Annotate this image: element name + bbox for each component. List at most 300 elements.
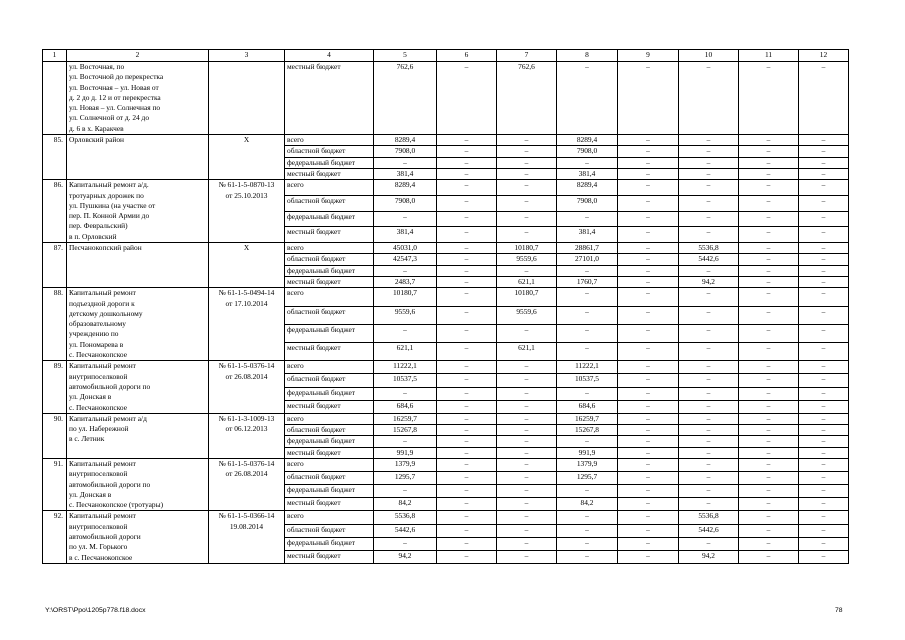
amount-cell: 381,4 <box>557 227 618 243</box>
amount-cell: 94,2 <box>679 276 739 287</box>
amount-cell: – <box>679 195 739 211</box>
amount-cell: – <box>557 524 618 537</box>
column-header: 1 <box>43 50 67 62</box>
amount-cell: 10537,5 <box>557 374 618 387</box>
amount-cell: – <box>739 498 799 511</box>
amount-cell: – <box>618 211 679 227</box>
table-row <box>43 288 849 306</box>
row-number: 92. <box>43 511 67 563</box>
funding-source: федеральный бюджет <box>285 211 374 227</box>
amount-cell: – <box>497 472 557 485</box>
amount-cell: – <box>497 227 557 243</box>
amount-cell: – <box>739 157 799 168</box>
amount-cell: – <box>799 458 849 471</box>
amount-cell: – <box>557 288 618 306</box>
column-header: 11 <box>739 50 799 62</box>
amount-cell: – <box>557 343 618 361</box>
amount-cell: 7908,0 <box>374 195 437 211</box>
amount-cell: – <box>679 135 739 146</box>
funding-source: областной бюджет <box>285 472 374 485</box>
funding-source: всего <box>285 243 374 254</box>
amount-cell: – <box>799 211 849 227</box>
amount-cell: 28861,7 <box>557 243 618 254</box>
document-number: № 61-1-5-0366-14 19.08.2014 <box>209 511 285 563</box>
funding-source: областной бюджет <box>285 254 374 265</box>
amount-cell: – <box>618 243 679 254</box>
amount-cell: 11222,1 <box>557 361 618 374</box>
funding-source: местный бюджет <box>285 227 374 243</box>
funding-source: областной бюджет <box>285 524 374 537</box>
amount-cell: – <box>799 413 849 424</box>
column-header: 9 <box>618 50 679 62</box>
object-name: Капитальный ремонт внутрипоселковой автомобильной дороги по ул. М. Горького в с. Песчанокопское <box>67 511 209 563</box>
amount-cell: – <box>618 168 679 179</box>
amount-cell: – <box>497 211 557 227</box>
amount-cell: – <box>437 425 497 436</box>
amount-cell: – <box>679 387 739 400</box>
amount-cell: 8289,4 <box>557 180 618 196</box>
table-body <box>43 62 849 564</box>
amount-cell: – <box>497 400 557 413</box>
amount-cell: 9559,6 <box>374 306 437 324</box>
amount-cell: – <box>557 387 618 400</box>
document-number <box>209 62 285 135</box>
amount-cell: – <box>497 498 557 511</box>
object-name: Капитальный ремонт внутрипоселковой автомобильной дороги по ул. Донская в с. Песчанокопское <box>67 361 209 413</box>
amount-cell: 10180,7 <box>374 288 437 306</box>
amount-cell: – <box>437 485 497 498</box>
amount-cell: – <box>679 400 739 413</box>
amount-cell: – <box>799 243 849 254</box>
amount-cell: – <box>739 288 799 306</box>
amount-cell: – <box>497 550 557 563</box>
amount-cell: – <box>618 288 679 306</box>
table-row <box>43 62 849 135</box>
amount-cell: – <box>679 458 739 471</box>
funding-source: федеральный бюджет <box>285 157 374 168</box>
amount-cell: – <box>679 265 739 276</box>
funding-source: федеральный бюджет <box>285 324 374 342</box>
amount-cell: – <box>799 62 849 135</box>
amount-cell: – <box>679 413 739 424</box>
amount-cell: – <box>679 436 739 447</box>
column-header: 3 <box>209 50 285 62</box>
amount-cell: 2483,7 <box>374 276 437 287</box>
amount-cell: – <box>374 485 437 498</box>
amount-cell: – <box>557 324 618 342</box>
amount-cell: – <box>799 436 849 447</box>
amount-cell: – <box>799 157 849 168</box>
amount-cell: – <box>557 306 618 324</box>
amount-cell: – <box>497 511 557 524</box>
amount-cell: – <box>497 361 557 374</box>
amount-cell: 8289,4 <box>374 180 437 196</box>
column-header: 4 <box>285 50 374 62</box>
amount-cell: – <box>497 537 557 550</box>
amount-cell: – <box>437 211 497 227</box>
amount-cell: – <box>679 211 739 227</box>
amount-cell: 381,4 <box>374 168 437 179</box>
column-header: 7 <box>497 50 557 62</box>
row-number <box>43 62 67 135</box>
document-number: Х <box>209 243 285 288</box>
amount-cell: – <box>739 485 799 498</box>
amount-cell: – <box>739 168 799 179</box>
funding-source: областной бюджет <box>285 306 374 324</box>
amount-cell: – <box>799 425 849 436</box>
amount-cell: – <box>497 387 557 400</box>
amount-cell: – <box>739 537 799 550</box>
amount-cell: – <box>679 537 739 550</box>
object-name: Капитальный ремонт а/д по ул. Набережной в с. Летник <box>67 413 209 458</box>
amount-cell: – <box>799 498 849 511</box>
amount-cell: – <box>799 306 849 324</box>
amount-cell: 5442,6 <box>679 524 739 537</box>
page-number: 78 <box>835 607 843 614</box>
amount-cell: 9559,6 <box>497 306 557 324</box>
amount-cell: – <box>557 550 618 563</box>
amount-cell: – <box>437 168 497 179</box>
table-row <box>43 180 849 196</box>
document-number: № 61-1-5-0376-14 от 26.08.2014 <box>209 361 285 413</box>
amount-cell: 10537,5 <box>374 374 437 387</box>
amount-cell: – <box>739 343 799 361</box>
amount-cell: – <box>437 243 497 254</box>
amount-cell: 10180,7 <box>497 243 557 254</box>
amount-cell: – <box>739 62 799 135</box>
amount-cell: – <box>799 361 849 374</box>
amount-cell: – <box>739 447 799 458</box>
amount-cell: – <box>618 254 679 265</box>
amount-cell: 5442,6 <box>374 524 437 537</box>
amount-cell: – <box>799 511 849 524</box>
amount-cell: 84,2 <box>557 498 618 511</box>
amount-cell: – <box>679 447 739 458</box>
amount-cell: – <box>618 447 679 458</box>
funding-source: всего <box>285 180 374 196</box>
table-row <box>43 511 849 524</box>
amount-cell: – <box>437 254 497 265</box>
amount-cell: – <box>679 227 739 243</box>
funding-source: федеральный бюджет <box>285 537 374 550</box>
amount-cell: – <box>437 180 497 196</box>
funding-source: федеральный бюджет <box>285 436 374 447</box>
amount-cell: – <box>437 537 497 550</box>
amount-cell: – <box>618 324 679 342</box>
funding-source: местный бюджет <box>285 168 374 179</box>
amount-cell: – <box>497 135 557 146</box>
amount-cell: – <box>437 265 497 276</box>
amount-cell: – <box>799 324 849 342</box>
amount-cell: – <box>618 458 679 471</box>
amount-cell: – <box>618 537 679 550</box>
amount-cell: – <box>739 400 799 413</box>
funding-source: областной бюджет <box>285 195 374 211</box>
amount-cell: – <box>437 324 497 342</box>
amount-cell: 1379,9 <box>557 458 618 471</box>
amount-cell: – <box>437 157 497 168</box>
amount-cell: – <box>557 436 618 447</box>
amount-cell: – <box>374 387 437 400</box>
amount-cell: – <box>618 227 679 243</box>
amount-cell: – <box>437 361 497 374</box>
amount-cell: – <box>437 550 497 563</box>
amount-cell: – <box>679 168 739 179</box>
amount-cell: – <box>497 458 557 471</box>
amount-cell: – <box>497 374 557 387</box>
amount-cell: – <box>437 447 497 458</box>
amount-cell: – <box>679 361 739 374</box>
amount-cell: 16259,7 <box>374 413 437 424</box>
object-name: Капитальный ремонт а/д. тротуарных дорожек по ул. Пушкина (на участке от пер. П. Конной Армии до пер. Февральский) в п. Орловский <box>67 180 209 243</box>
column-header: 5 <box>374 50 437 62</box>
amount-cell: – <box>679 157 739 168</box>
amount-cell: – <box>739 458 799 471</box>
amount-cell: – <box>618 276 679 287</box>
amount-cell: 9559,6 <box>497 254 557 265</box>
amount-cell: – <box>618 550 679 563</box>
funding-source: всего <box>285 413 374 424</box>
amount-cell: 381,4 <box>374 227 437 243</box>
amount-cell: 5536,8 <box>374 511 437 524</box>
amount-cell: – <box>557 265 618 276</box>
table-row <box>43 413 849 424</box>
object-name: Песчанокопский район <box>67 243 209 288</box>
amount-cell: – <box>497 447 557 458</box>
amount-cell: – <box>799 524 849 537</box>
row-number: 85. <box>43 135 67 180</box>
amount-cell: – <box>557 511 618 524</box>
amount-cell: – <box>437 400 497 413</box>
funding-source: областной бюджет <box>285 146 374 157</box>
amount-cell: – <box>618 374 679 387</box>
amount-cell: – <box>739 436 799 447</box>
amount-cell: – <box>739 243 799 254</box>
amount-cell: – <box>739 135 799 146</box>
funding-source: всего <box>285 458 374 471</box>
amount-cell: – <box>557 211 618 227</box>
amount-cell: – <box>618 436 679 447</box>
amount-cell: – <box>679 374 739 387</box>
amount-cell: 42547,3 <box>374 254 437 265</box>
amount-cell: – <box>679 425 739 436</box>
amount-cell: – <box>618 306 679 324</box>
amount-cell: – <box>618 472 679 485</box>
amount-cell: 1295,7 <box>374 472 437 485</box>
amount-cell: – <box>437 135 497 146</box>
column-header: 2 <box>67 50 209 62</box>
amount-cell: – <box>739 180 799 196</box>
column-header: 8 <box>557 50 618 62</box>
amount-cell: – <box>618 400 679 413</box>
funding-source: местный бюджет <box>285 447 374 458</box>
budget-table <box>42 49 849 564</box>
amount-cell: – <box>374 436 437 447</box>
amount-cell: – <box>799 168 849 179</box>
amount-cell: – <box>497 485 557 498</box>
amount-cell: – <box>799 472 849 485</box>
amount-cell: 991,9 <box>557 447 618 458</box>
row-number: 91. <box>43 458 67 510</box>
amount-cell: – <box>618 343 679 361</box>
amount-cell: – <box>374 324 437 342</box>
amount-cell: – <box>739 387 799 400</box>
amount-cell: – <box>618 387 679 400</box>
amount-cell: – <box>437 458 497 471</box>
amount-cell: – <box>799 374 849 387</box>
amount-cell: – <box>739 472 799 485</box>
amount-cell: 684,6 <box>557 400 618 413</box>
amount-cell: – <box>679 146 739 157</box>
row-number: 90. <box>43 413 67 458</box>
amount-cell: – <box>557 157 618 168</box>
funding-source: областной бюджет <box>285 374 374 387</box>
amount-cell: – <box>799 135 849 146</box>
amount-cell: – <box>799 537 849 550</box>
table-row <box>43 243 849 254</box>
amount-cell: – <box>679 306 739 324</box>
amount-cell: – <box>618 361 679 374</box>
amount-cell: 684,6 <box>374 400 437 413</box>
footer-file-path: Y:\ORST\Ppo\1205p778.f18.docx <box>45 607 146 614</box>
amount-cell: – <box>618 485 679 498</box>
document-number: № 61-1-5-0376-14 от 26.08.2014 <box>209 458 285 510</box>
amount-cell: – <box>557 537 618 550</box>
amount-cell: 1379,9 <box>374 458 437 471</box>
amount-cell: – <box>799 550 849 563</box>
amount-cell: – <box>799 400 849 413</box>
amount-cell: – <box>557 485 618 498</box>
table-row <box>43 458 849 471</box>
amount-cell: – <box>739 425 799 436</box>
amount-cell: – <box>679 472 739 485</box>
amount-cell: – <box>799 485 849 498</box>
amount-cell: – <box>618 498 679 511</box>
amount-cell: 16259,7 <box>557 413 618 424</box>
amount-cell: 7908,0 <box>557 146 618 157</box>
amount-cell: – <box>679 324 739 342</box>
amount-cell: – <box>437 62 497 135</box>
object-name: Орловский район <box>67 135 209 180</box>
amount-cell: – <box>799 288 849 306</box>
amount-cell: – <box>799 265 849 276</box>
amount-cell: – <box>618 413 679 424</box>
amount-cell: 1760,7 <box>557 276 618 287</box>
amount-cell: 5536,8 <box>679 243 739 254</box>
amount-cell: – <box>497 146 557 157</box>
amount-cell: – <box>497 425 557 436</box>
row-number: 86. <box>43 180 67 243</box>
row-number: 88. <box>43 288 67 361</box>
amount-cell: – <box>799 146 849 157</box>
table-row <box>43 361 849 374</box>
amount-cell: – <box>437 227 497 243</box>
funding-source: местный бюджет <box>285 276 374 287</box>
amount-cell: – <box>739 361 799 374</box>
amount-cell: 94,2 <box>679 550 739 563</box>
document-number: № 61-1-3-1009-13 от 06.12.2013 <box>209 413 285 458</box>
amount-cell: – <box>437 288 497 306</box>
column-number-row <box>43 50 849 62</box>
amount-cell: – <box>739 306 799 324</box>
amount-cell: 5442,6 <box>679 254 739 265</box>
amount-cell: – <box>497 265 557 276</box>
amount-cell: 8289,4 <box>374 135 437 146</box>
amount-cell: 45031,0 <box>374 243 437 254</box>
funding-source: местный бюджет <box>285 550 374 563</box>
amount-cell: – <box>618 195 679 211</box>
amount-cell: 27101,0 <box>557 254 618 265</box>
amount-cell: 10180,7 <box>497 288 557 306</box>
amount-cell: – <box>799 195 849 211</box>
amount-cell: – <box>374 157 437 168</box>
amount-cell: – <box>739 254 799 265</box>
amount-cell: – <box>497 324 557 342</box>
amount-cell: – <box>799 227 849 243</box>
amount-cell: – <box>437 195 497 211</box>
funding-source: областной бюджет <box>285 425 374 436</box>
amount-cell: – <box>437 498 497 511</box>
amount-cell: 762,6 <box>374 62 437 135</box>
amount-cell: – <box>437 343 497 361</box>
amount-cell: – <box>799 387 849 400</box>
amount-cell: – <box>739 211 799 227</box>
amount-cell: – <box>739 146 799 157</box>
amount-cell: – <box>739 550 799 563</box>
funding-source: федеральный бюджет <box>285 265 374 276</box>
amount-cell: 621,1 <box>497 343 557 361</box>
amount-cell: – <box>437 276 497 287</box>
column-header: 6 <box>437 50 497 62</box>
amount-cell: 94,2 <box>374 550 437 563</box>
amount-cell: – <box>739 265 799 276</box>
document-number: № 61-1-5-0870-13 от 25.10.2013 <box>209 180 285 243</box>
funding-source: федеральный бюджет <box>285 387 374 400</box>
amount-cell: – <box>497 436 557 447</box>
amount-cell: – <box>739 511 799 524</box>
amount-cell: – <box>739 227 799 243</box>
amount-cell: – <box>497 168 557 179</box>
column-header: 10 <box>679 50 739 62</box>
amount-cell: – <box>618 157 679 168</box>
document-number: № 61-1-5-0494-14 от 17.10.2014 <box>209 288 285 361</box>
amount-cell: – <box>437 387 497 400</box>
amount-cell: – <box>739 195 799 211</box>
amount-cell: 15267,8 <box>557 425 618 436</box>
amount-cell: – <box>679 498 739 511</box>
amount-cell: – <box>739 374 799 387</box>
amount-cell: – <box>739 324 799 342</box>
funding-source: местный бюджет <box>285 498 374 511</box>
amount-cell: – <box>618 146 679 157</box>
amount-cell: – <box>679 62 739 135</box>
amount-cell: 1295,7 <box>557 472 618 485</box>
amount-cell: – <box>799 276 849 287</box>
amount-cell: – <box>437 511 497 524</box>
amount-cell: – <box>739 276 799 287</box>
amount-cell: – <box>497 157 557 168</box>
amount-cell: 5536,8 <box>679 511 739 524</box>
amount-cell: – <box>799 180 849 196</box>
amount-cell: 381,4 <box>557 168 618 179</box>
amount-cell: – <box>557 62 618 135</box>
object-name: ул. Восточная, по ул. Восточной до перекрестка ул. Восточная – ул. Новая от д. 2 до д. 12 и от перекрестка ул. Новая – ул. Солнечная по ул. Солнечной от д. 24 до д. 6 в х. Каракчев <box>67 62 209 135</box>
amount-cell: – <box>374 537 437 550</box>
amount-cell: – <box>618 135 679 146</box>
amount-cell: 7908,0 <box>557 195 618 211</box>
funding-source: всего <box>285 361 374 374</box>
object-name: Капитальный ремонт подъездной дороги к детскому дошкольному образовательному учреждению по ул. Пономарева в с. Песчанокопское <box>67 288 209 361</box>
